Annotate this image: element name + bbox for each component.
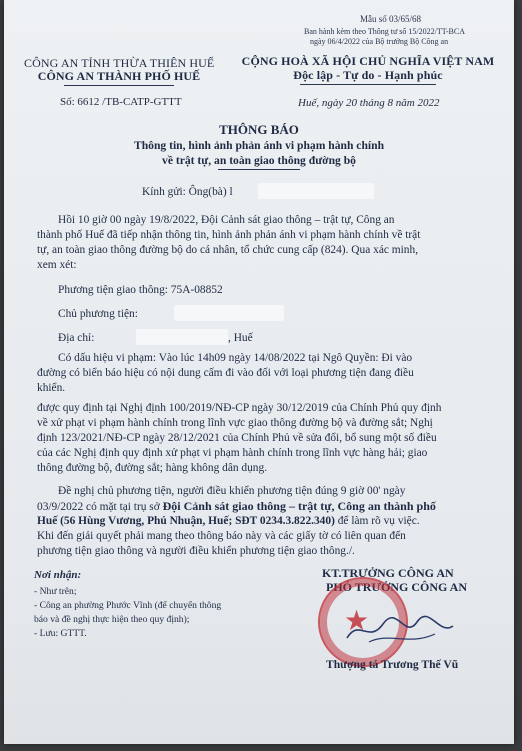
form-basis-line2: ngày 06/4/2022 của Bộ trưởng Bộ Công an (310, 37, 449, 46)
p4-line3-address: Huế (56 Hùng Vương, Phú Nhuận, Huế; SĐT 0234.3.822.340) (37, 515, 335, 527)
document-subtitle-2: về trật tự, an toàn giao thông đường bộ (162, 154, 356, 167)
recipients-title: Nơi nhận: (34, 569, 82, 581)
place-date: Huế, ngày 20 tháng 8 năm 2022 (298, 97, 440, 109)
p4-line4: Khi đến giải quyết phải mang theo thông báo này và các giấy tờ có liên quan đến (37, 530, 406, 542)
p3-line1: được quy định tại Nghị định 100/2019/NĐ-CP ngày 30/12/2019 của Chính Phủ quy định (37, 402, 442, 414)
address-label: Địa chỉ: (58, 332, 95, 344)
signature-title-1: KT.TRƯỞNG CÔNG AN (322, 566, 454, 580)
owner-label: Chủ phương tiện: (58, 308, 138, 320)
p1-line2: thành phố Huế đã tiếp nhận thông tin, hình ảnh phản ánh vi phạm hành chính về trật (37, 229, 421, 241)
p2-line2: đường có biển báo hiệu có nội dung cấm đi vào đối với loại phương tiện đang điều (37, 367, 414, 379)
recipient-2-cont: báo và đề nghị thực hiện theo quy định); (34, 614, 190, 625)
p1-line3: tự, an toàn giao thông đường bộ do cá nhân, tổ chức cung cấp (824). Qua xác minh, (37, 244, 419, 256)
redacted-address (136, 329, 228, 345)
address-city: , Huế (228, 332, 253, 344)
p2-line1: Có dấu hiệu vi phạm: Vào lúc 14h09 ngày 14/08/2022 tại Ngô Quyền: Đi vào (58, 352, 413, 364)
document-number: Số: 6612 /TB-CATP-GTTT (60, 96, 182, 108)
title-underline (218, 169, 300, 170)
p4-line2-plain: 03/9/2022 có mặt tại trụ sở (37, 501, 163, 513)
parent-agency: CÔNG AN TỈNH THỪA THIÊN HUẾ (24, 56, 215, 70)
nation-motto: Độc lập - Tự do - Hạnh phúc (293, 68, 443, 82)
p4-line1: Đề nghị chủ phương tiện, người điều khiển phương tiện đúng 9 giờ 00' ngày (58, 485, 406, 497)
seal-star-icon: ★ (344, 606, 370, 637)
agency-underline (64, 85, 174, 86)
p3-line5: thông đường bộ, đường sắt; hàng không dân dụng. (37, 462, 268, 474)
p3-line4: của các Nghị định quy định xử phạt vi phạm hành chính trong lĩnh vực hàng hải; giao (37, 447, 428, 459)
p1-line1: Hồi 10 giờ 00 ngày 19/8/2022, Đội Cảnh sát giao thông – trật tự, Công an (58, 214, 395, 226)
vehicle-plate: Phương tiện giao thông: 75A-08852 (58, 284, 223, 296)
form-basis-line1: Ban hành kèm theo Thông tư số 15/2022/TT-BCA (304, 27, 465, 36)
recipient-2: - Công an phường Phước Vĩnh (để chuyển thông (34, 600, 222, 611)
p4-line2-office: Đội Cảnh sát giao thông – trật tự, Công an thành phố (162, 499, 436, 513)
form-number: Mẫu số 03/65/68 (360, 14, 422, 24)
handwritten-signature (339, 610, 459, 650)
p4-line3-purpose: để làm rõ vụ việc. (334, 515, 420, 527)
motto-underline (300, 84, 436, 85)
p4-line3 (37, 514, 420, 530)
signature-title-2: PHÓ TRƯỞNG CÔNG AN (326, 580, 468, 594)
recipient-3: - Lưu: GTTT. (34, 628, 87, 639)
p3-line2: về xử phạt vi phạm hành chính trong lĩnh vực giao thông đường bộ và đường sắt; Nghị (37, 417, 433, 429)
redacted-owner (174, 305, 284, 321)
redacted-name (258, 183, 374, 199)
p2-line3: khiển. (37, 382, 66, 394)
document-page (4, 0, 514, 744)
p1-line4: xem xét: (37, 259, 77, 271)
signer-name: Thượng tá Trương Thế Vũ (326, 658, 459, 671)
document-subtitle-1: Thông tin, hình ảnh phản ánh vi phạm hành chính (133, 139, 385, 152)
nation-title: CỘNG HOÀ XÃ HỘI CHỦ NGHĨA VIỆT NAM (241, 54, 495, 68)
agency-name: CÔNG AN THÀNH PHỐ HUẾ (37, 69, 201, 83)
addressee: Kính gửi: Ông(bà) l (142, 186, 233, 198)
document-title: THÔNG BÁO (219, 122, 299, 137)
recipient-1: - Như trên; (34, 586, 77, 597)
p4-line5: phương tiện giao thông và người điều khiển phương tiện giao thông./. (37, 545, 355, 557)
p3-line3: định 123/2021/NĐ-CP ngày 28/12/2021 của Chính Phủ về sửa đổi, bổ sung một số điều (37, 432, 437, 444)
